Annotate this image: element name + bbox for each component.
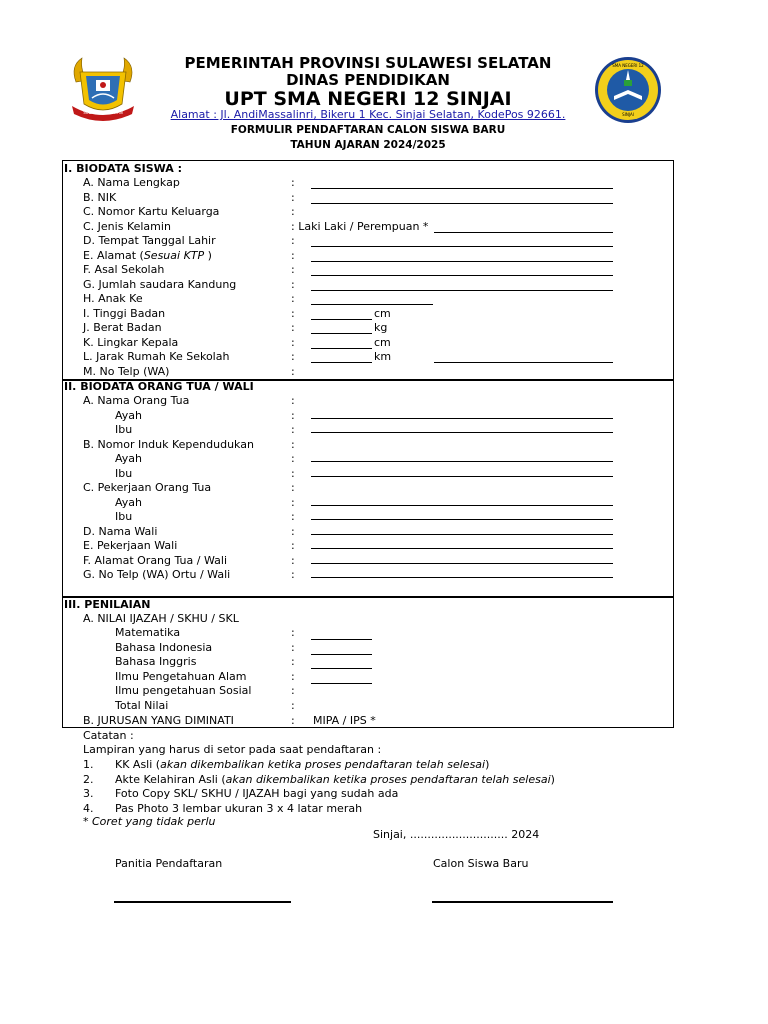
section1-title: I. BIODATA SISWA :	[64, 162, 183, 175]
field-colon: :	[291, 423, 295, 436]
field-unit: cm	[374, 335, 391, 349]
subject-label: Bahasa Indonesia	[115, 640, 213, 654]
note-text-main: Pas Photo 3 lembar ukuran 3 x 4 latar merah	[115, 801, 363, 815]
field-input-line[interactable]	[311, 519, 613, 520]
subject-label: Ilmu pengetahuan Sosial	[115, 684, 252, 697]
footnote: * Coret yang tidak perlu	[83, 815, 216, 828]
field-input-line[interactable]	[311, 563, 613, 564]
field-colon: :	[291, 394, 295, 407]
field-input-line[interactable]	[311, 362, 372, 363]
field-colon: :	[291, 205, 295, 218]
field-colon: :	[291, 321, 295, 334]
note-text-main: Akte Kelahiran Asli (	[115, 772, 226, 786]
parent-field-label: E. Pekerjaan Wali	[83, 539, 178, 552]
form-title: FORMULIR PENDAFTARAN CALON SISWA BARU	[230, 124, 506, 136]
candidate-label: Calon Siswa Baru	[433, 857, 529, 870]
field-colon: :	[291, 176, 295, 189]
section3-title: III. PENILAIAN	[64, 598, 151, 611]
parent-field-label: A. Nama Orang Tua	[83, 394, 190, 407]
field-colon: :	[291, 277, 295, 291]
note-text	[115, 758, 489, 772]
field-colon: :	[291, 655, 295, 668]
field-label: L. Jarak Rumah Ke Sekolah	[83, 350, 230, 363]
field-input-line[interactable]	[311, 261, 613, 262]
notes-title: Catatan :	[83, 729, 134, 742]
field-colon: :	[291, 640, 295, 654]
field-colon: :	[291, 698, 295, 712]
field-colon: :	[291, 263, 295, 276]
field-label: M. No Telp (WA)	[83, 364, 170, 378]
field-input-line[interactable]	[311, 348, 372, 349]
field-colon: :	[291, 714, 295, 727]
parent-field-label: G. No Telp (WA) Ortu / Wali	[83, 568, 231, 581]
parent-field-label: F. Alamat Orang Tua / Wali	[83, 553, 227, 567]
field-colon: :	[291, 510, 295, 523]
field-label: A. Nama Lengkap	[83, 176, 180, 189]
field-unit: km	[374, 350, 392, 363]
note-text-close: )	[550, 772, 555, 786]
field-label: K. Lingkar Kepala	[83, 335, 179, 349]
parent-field-label: Ibu	[115, 510, 133, 523]
note-text-main: Foto Copy SKL/ SKHU / IJAZAH bagi yang sudah ada	[115, 787, 399, 800]
field-input-line[interactable]	[311, 188, 613, 189]
note-text-close: )	[485, 758, 490, 771]
field-input-line[interactable]	[311, 246, 613, 247]
school-address: Alamat : Jl. AndiMassalinri, Bikeru 1 Kec. Sinjai Selatan, KodePos 92661.	[170, 108, 566, 121]
field-input-line[interactable]	[434, 232, 613, 233]
subject-label: Bahasa Inggris	[115, 655, 197, 668]
subject-label: Total Nilai	[115, 698, 169, 712]
field-colon: :	[291, 190, 295, 204]
grade-input-line[interactable]	[311, 654, 372, 655]
subject-label: Ilmu Pengetahuan Alam	[115, 669, 247, 683]
section2-title: II. BIODATA ORANG TUA / WALI	[64, 380, 254, 393]
field-label: C. Jenis Kelamin	[83, 219, 171, 233]
field-colon: :	[291, 669, 295, 683]
note-text	[115, 802, 362, 816]
parent-field-label: Ayah	[115, 452, 143, 465]
field-input-line[interactable]	[311, 476, 613, 477]
school-title: UPT SMA NEGERI 12 SINJAI	[224, 88, 512, 110]
notes-intro: Lampiran yang harus di setor pada saat pendaftaran :	[83, 743, 382, 756]
grade-input-line[interactable]	[311, 683, 372, 684]
field-input-line[interactable]	[311, 548, 613, 549]
note-text-main: KK Asli (	[115, 758, 161, 771]
grade-subtitle: A. NILAI IJAZAH / SKHU / SKL	[83, 612, 239, 625]
field-label: G. Jumlah saudara Kandung	[83, 277, 237, 291]
field-label: C. Nomor Kartu Keluarga	[83, 205, 220, 218]
parent-field-label: Ayah	[115, 495, 143, 509]
field-input-line[interactable]	[311, 432, 613, 433]
field-input-line[interactable]	[434, 362, 613, 363]
candidate-signature-line[interactable]	[432, 901, 613, 903]
government-title: PEMERINTAH PROVINSI SULAWESI SELATAN	[184, 54, 552, 72]
field-colon: :	[291, 524, 295, 538]
field-colon: :	[291, 437, 295, 451]
field-colon: :	[291, 539, 295, 552]
left-logo-caption: SULAWESI SELATAN	[83, 110, 123, 115]
field-input-line[interactable]	[311, 290, 613, 291]
committee-signature-line[interactable]	[114, 901, 291, 903]
field-label: J. Berat Badan	[83, 321, 162, 334]
right-logo-top-text: SMA NEGERI 12	[612, 63, 644, 68]
field-input-line[interactable]	[311, 319, 372, 320]
grade-input-line[interactable]	[311, 639, 372, 640]
parent-field-label: B. Nomor Induk Kependudukan	[83, 437, 254, 451]
field-label-italic: Sesuai KTP	[143, 248, 205, 262]
field-input-line[interactable]	[311, 333, 372, 334]
provincial-emblem-logo	[66, 52, 140, 126]
field-label-close: )	[204, 248, 212, 262]
note-number: 4.	[83, 801, 94, 815]
major-label: B. JURUSAN YANG DIMINATI	[83, 714, 234, 727]
field-colon: :	[291, 452, 295, 465]
field-label: I. Tinggi Badan	[83, 306, 166, 320]
parent-field-label: D. Nama Wali	[83, 524, 158, 538]
major-options[interactable]: MIPA / IPS *	[313, 714, 376, 727]
field-label: H. Anak Ke	[83, 292, 143, 305]
field-input-line[interactable]	[311, 577, 613, 578]
field-colon: :	[291, 553, 295, 567]
committee-label: Panitia Pendaftaran	[115, 857, 223, 870]
field-colon: :	[291, 364, 295, 378]
field-colon: :	[291, 626, 295, 639]
field-input-line[interactable]	[311, 534, 613, 535]
field-input-line[interactable]	[311, 275, 613, 276]
field-input-line[interactable]	[311, 461, 613, 462]
right-logo-bottom-text: SINJAI	[622, 112, 634, 117]
field-colon: :	[291, 292, 295, 305]
department-title: DINAS PENDIDIKAN	[286, 71, 450, 89]
field-colon: :	[291, 335, 295, 349]
note-text-italic: akan dikembalikan ketika proses pendaftaran telah selesai	[225, 772, 551, 786]
parent-field-label: Ibu	[115, 466, 133, 480]
field-colon: :	[291, 568, 295, 581]
field-label	[83, 249, 212, 263]
field-label-text: E. Alamat (	[83, 248, 144, 262]
field-input-line[interactable]	[311, 203, 613, 204]
parent-field-label: Ibu	[115, 423, 133, 436]
field-input-line[interactable]	[311, 505, 613, 506]
field-label: D. Tempat Tanggal Lahir	[83, 234, 216, 247]
field-input-line[interactable]	[311, 304, 433, 305]
note-text	[115, 773, 555, 787]
field-colon: :	[291, 466, 295, 480]
school-logo	[594, 56, 662, 124]
field-colon: :	[291, 306, 295, 320]
note-number: 1.	[83, 758, 94, 771]
field-label: F. Asal Sekolah	[83, 263, 165, 276]
field-unit: kg	[374, 321, 388, 334]
field-colon: :	[291, 248, 295, 262]
field-input-line[interactable]	[311, 418, 613, 419]
place-date: Sinjai, ............................ 2024	[373, 828, 540, 841]
field-colon: :	[291, 408, 295, 422]
field-colon: :	[291, 350, 295, 363]
parent-field-label: Ayah	[115, 408, 143, 422]
note-number: 2.	[83, 772, 94, 786]
subject-label: Matematika	[115, 626, 181, 639]
note-text	[115, 787, 398, 801]
note-number: 3.	[83, 787, 94, 800]
field-colon: :	[291, 234, 295, 247]
note-text-italic: akan dikembalikan ketika proses pendaftaran telah selesai	[160, 758, 486, 771]
academic-year: TAHUN AJARAN 2024/2025	[290, 139, 446, 151]
field-colon: :	[291, 495, 295, 509]
gender-options[interactable]: : Laki Laki / Perempuan *	[291, 219, 429, 233]
grade-input-line[interactable]	[311, 668, 372, 669]
field-colon: :	[291, 684, 295, 697]
field-unit: cm	[374, 306, 391, 320]
field-label: B. NIK	[83, 190, 117, 204]
parent-field-label: C. Pekerjaan Orang Tua	[83, 481, 212, 494]
field-colon: :	[291, 481, 295, 494]
